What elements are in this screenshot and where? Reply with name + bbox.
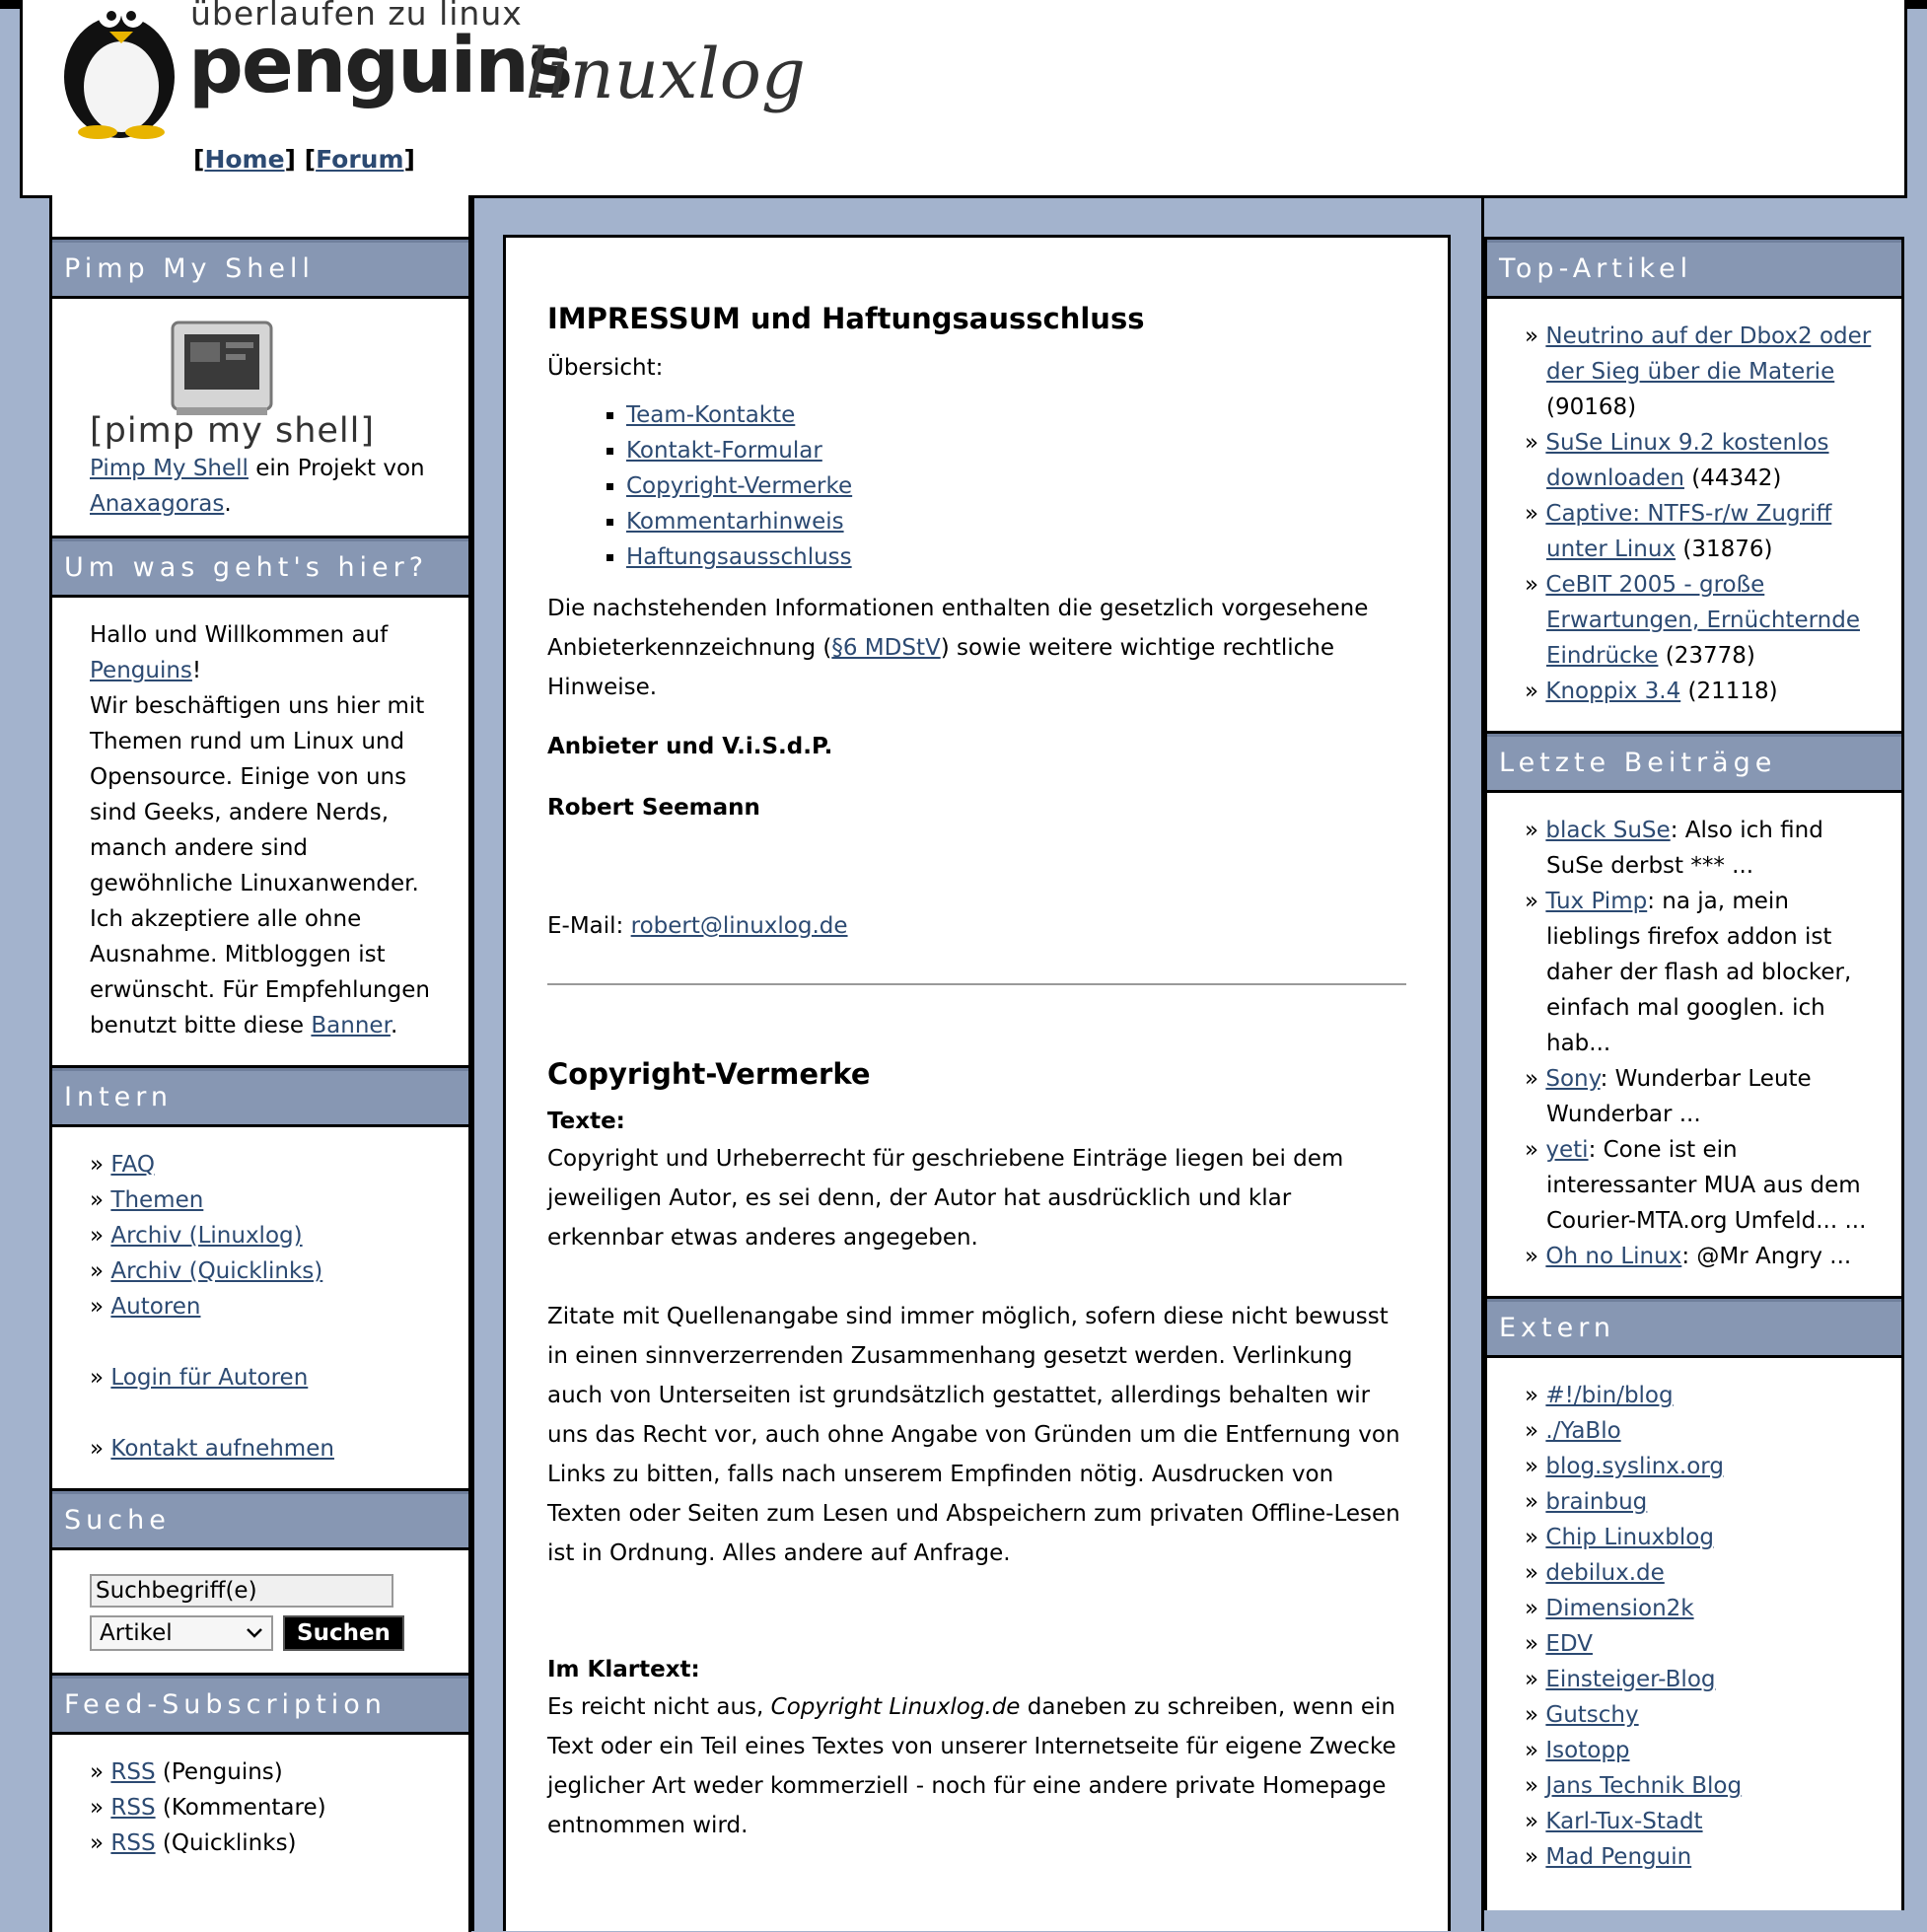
extern-link[interactable]: ./YaBlo <box>1545 1418 1621 1444</box>
intern-box <box>49 1127 471 1491</box>
penguin-logo-icon <box>50 0 190 140</box>
list-item <box>90 1182 431 1218</box>
banner-link[interactable]: Banner <box>311 1013 391 1038</box>
texts-paragraph-1: Copyright und Urheberrecht für geschriebene Einträge liegen bei dem jeweiligen Autor, es sei denn, der Autor hat ausdrücklich und klar erkennbar etwas anderes angegeben. <box>547 1146 1344 1251</box>
toc-team-kontakte-link[interactable]: Team-Kontakte <box>626 402 796 428</box>
extern-link[interactable]: Isotopp <box>1545 1738 1630 1763</box>
faq-link[interactable]: FAQ <box>110 1152 155 1178</box>
intro-text: Die nachstehenden Informationen enthalten die gesetzlich vorgesehene Anbieterkennzeichnung (§6 MDStV) sowie weitere wichtige rechtliche Hinweise. <box>547 596 1369 700</box>
extern-link[interactable]: Chip Linuxblog <box>1545 1525 1714 1550</box>
list-item <box>626 397 1406 433</box>
latest-posts-box <box>1484 793 1904 1299</box>
list-item <box>626 433 1406 468</box>
search-box <box>49 1550 471 1676</box>
texts-paragraph-2: Zitate mit Quellenangabe sind immer möglich, sofern diese nicht bewusst in einen sinnverzerrenden Zusammenhang gesetzt werden. Verlinkung auch von Unterseiten ist grundsätzlich gestattet, allerdings behalten wir uns das Recht vor, auch ohne Angabe von Gründen um die Entfernung von Links zu bitten, falls nach unserem Empfinden nötig. Ausdrucken von Texten oder Seiten zum Lesen und Abspeichern zum privaten Offline-Lesen ist in Ordnung. Alles andere auf Anfrage. <box>547 1304 1400 1566</box>
about-box: Hallo und Willkommen auf Penguins! Wir beschäftigen uns hier mit Themen rund um Linux und Opensource. Einige von uns sind Geeks, andere Nerds, manch andere sind gewöhnliche Linuxanwender. Ich akzeptiere alle ohne Ausnahme. Mitbloggen ist erwünscht. Für Empfehlungen benutzt bitte diese Banner. <box>49 598 471 1068</box>
list-item: » SuSe Linux 9.2 kostenlos downloaden (44342) <box>1525 425 1872 496</box>
latest-posts-title: Letzte Beiträge <box>1484 734 1904 793</box>
top-article-link[interactable]: Knoppix 3.4 <box>1545 679 1681 704</box>
extern-title: Extern <box>1484 1299 1904 1358</box>
rss-kommentare-link[interactable]: RSS <box>110 1795 156 1821</box>
list-item <box>90 1147 431 1182</box>
main-content <box>503 235 1451 1931</box>
login-link[interactable]: Login für Autoren <box>110 1365 309 1391</box>
list-item: » Sony: Wunderbar Leute Wunderbar ... <box>1525 1061 1872 1132</box>
list-item <box>1525 1733 1872 1768</box>
list-item <box>1525 1378 1872 1413</box>
extern-link[interactable]: Einsteiger-Blog <box>1545 1667 1716 1692</box>
page-title: IMPRESSUM und Haftungsausschluss <box>547 302 1145 335</box>
list-item <box>1525 1520 1872 1555</box>
extern-link[interactable]: debilux.de <box>1545 1560 1665 1586</box>
toc-copyright-link[interactable]: Copyright-Vermerke <box>626 473 853 499</box>
list-item <box>1525 1484 1872 1520</box>
list-item <box>1525 1662 1872 1697</box>
chevron-down-icon <box>246 1627 263 1639</box>
pimp-box-title: Pimp My Shell <box>49 240 471 299</box>
left-sidebar <box>49 195 471 1932</box>
site-header <box>20 0 1907 198</box>
provider-name: Robert Seemann <box>547 795 760 821</box>
pimp-caption: [pimp my shell] <box>90 411 376 451</box>
top-article-link[interactable]: Captive: NTFS-r/w Zugriff unter Linux <box>1545 501 1832 562</box>
top-nav: [Home] [Forum] <box>193 145 415 174</box>
latest-post-author-link[interactable]: Sony <box>1545 1066 1601 1092</box>
top-article-link[interactable]: Neutrino auf der Dbox2 oder der Sieg über die Materie <box>1545 323 1872 385</box>
latest-post-author-link[interactable]: yeti <box>1545 1137 1589 1163</box>
right-sidebar <box>1484 195 1904 1910</box>
list-item: » black SuSe: Also ich find SuSe derbst *** ... <box>1525 813 1872 884</box>
extern-link[interactable]: #!/bin/blog <box>1545 1383 1674 1408</box>
mdstv-link[interactable]: §6 MDStV <box>831 635 941 661</box>
intern-box-title: Intern <box>49 1068 471 1127</box>
pimp-my-shell-link[interactable]: Pimp My Shell <box>90 456 249 481</box>
toc-kontakt-formular-link[interactable]: Kontakt-Formular <box>626 438 822 464</box>
list-item <box>1525 1413 1872 1449</box>
toc-haftungsausschluss-link[interactable]: Haftungsausschluss <box>626 544 852 570</box>
toc-kommentarhinweis-link[interactable]: Kommentarhinweis <box>626 509 844 535</box>
list-item <box>90 1360 431 1395</box>
list-item <box>1525 1839 1872 1875</box>
email-link[interactable]: robert@linuxlog.de <box>630 913 848 939</box>
list-item <box>626 504 1406 539</box>
list-item <box>90 1289 431 1324</box>
search-type-select[interactable]: Artikel <box>90 1615 273 1651</box>
list-item <box>90 1431 431 1467</box>
extern-link[interactable]: Karl-Tux-Stadt <box>1545 1809 1703 1834</box>
site-tagline: überlaufen zu linux <box>190 0 523 33</box>
latest-post-author-link[interactable]: black SuSe <box>1545 818 1671 843</box>
extern-link[interactable]: Jans Technik Blog <box>1545 1773 1743 1799</box>
extern-link[interactable]: brainbug <box>1545 1489 1648 1515</box>
toc-list <box>547 397 1406 575</box>
list-item <box>1525 1555 1872 1591</box>
top-articles-title: Top-Artikel <box>1484 240 1904 299</box>
search-input[interactable] <box>90 1574 393 1608</box>
list-item: » RSS (Penguins) <box>90 1754 431 1790</box>
extern-link[interactable]: Dimension2k <box>1545 1596 1694 1621</box>
rss-quicklinks-link[interactable]: RSS <box>110 1830 156 1856</box>
nav-forum-link[interactable]: Forum <box>316 145 404 174</box>
extern-box <box>1484 1358 1904 1910</box>
top-article-link[interactable]: SuSe Linux 9.2 kostenlos downloaden <box>1545 430 1829 491</box>
list-item <box>1525 1697 1872 1733</box>
list-item: » RSS (Quicklinks) <box>90 1825 431 1861</box>
pimp-shell-computer-icon[interactable] <box>167 319 277 417</box>
archiv-linuxlog-link[interactable]: Archiv (Linuxlog) <box>110 1223 303 1249</box>
list-item: » Knoppix 3.4 (21118) <box>1525 674 1872 709</box>
list-item <box>1525 1449 1872 1484</box>
provider-heading: Anbieter und V.i.S.d.P. <box>547 734 833 759</box>
latest-post-author-link[interactable]: Tux Pimp <box>1545 889 1648 914</box>
extern-link[interactable]: Gutschy <box>1545 1702 1639 1728</box>
feeds-box-title: Feed-Subscription <box>49 1676 471 1735</box>
list-item <box>626 468 1406 504</box>
copyright-title: Copyright-Vermerke <box>547 1057 871 1091</box>
about-box-title: Um was geht's hier? <box>49 538 471 598</box>
kontakt-link[interactable]: Kontakt aufnehmen <box>110 1436 334 1462</box>
list-item: » Tux Pimp: na ja, mein lieblings firefox addon ist daher der flash ad blocker, einfach mal googlen. ich hab... <box>1525 884 1872 1061</box>
extern-link[interactable]: EDV <box>1545 1631 1593 1657</box>
list-item <box>1525 1626 1872 1662</box>
overview-label: Übersicht: <box>547 355 664 381</box>
list-item <box>1525 1768 1872 1804</box>
klartext-paragraph: Es reicht nicht aus, Copyright Linuxlog.de daneben zu schreiben, wenn ein Text oder ein Teil eines Textes von unserer Internetseite für eigene Zwecke jeglicher Art weder kommerziell - noch für eine andere private Homepage entnommen wird. <box>547 1694 1396 1838</box>
site-brand: penguins <box>188 22 572 110</box>
site-brand-sub: linuxlog <box>526 34 806 114</box>
autoren-link[interactable]: Autoren <box>110 1294 201 1320</box>
feeds-box <box>49 1735 471 1932</box>
pimp-box: [pimp my shell] Pimp My Shell ein Projekt von Anaxagoras. <box>49 299 471 538</box>
top-articles-box <box>1484 299 1904 734</box>
list-item <box>1525 1804 1872 1839</box>
anaxagoras-link[interactable]: Anaxagoras <box>90 491 225 517</box>
latest-post-author-link[interactable]: Oh no Linux <box>1545 1244 1682 1269</box>
extern-link[interactable]: blog.syslinx.org <box>1545 1454 1724 1479</box>
texts-label: Texte: <box>547 1109 625 1134</box>
search-box-title: Suche <box>49 1491 471 1550</box>
list-item <box>626 539 1406 575</box>
penguins-link[interactable]: Penguins <box>90 658 192 683</box>
email-line: E-Mail: robert@linuxlog.de <box>547 913 848 939</box>
extern-link[interactable]: Mad Penguin <box>1545 1844 1692 1870</box>
search-button[interactable]: Suchen <box>283 1615 404 1651</box>
list-item: » Captive: NTFS-r/w Zugriff unter Linux (31876) <box>1525 496 1872 567</box>
themen-link[interactable]: Themen <box>110 1187 204 1213</box>
intern-list <box>90 1147 431 1467</box>
rss-penguins-link[interactable]: RSS <box>110 1759 156 1785</box>
nav-home-link[interactable]: Home <box>204 145 285 174</box>
list-item: » Oh no Linux: @Mr Angry ... <box>1525 1239 1872 1274</box>
list-item: » CeBIT 2005 - große Erwartungen, Ernüchternde Eindrücke (23778) <box>1525 567 1872 674</box>
klartext-label: Im Klartext: <box>547 1657 700 1682</box>
list-item <box>90 1253 431 1289</box>
list-item: » yeti: Cone ist ein interessanter MUA aus dem Courier-MTA.org Umfeld... ... <box>1525 1132 1872 1239</box>
list-item: » Neutrino auf der Dbox2 oder der Sieg über die Materie (90168) <box>1525 319 1872 425</box>
list-item <box>1525 1591 1872 1626</box>
archiv-quicklinks-link[interactable]: Archiv (Quicklinks) <box>110 1258 323 1284</box>
top-article-link[interactable]: CeBIT 2005 - große Erwartungen, Ernüchternde Eindrücke <box>1545 572 1860 669</box>
list-item: » RSS (Kommentare) <box>90 1790 431 1825</box>
list-item <box>90 1218 431 1253</box>
divider <box>547 983 1406 985</box>
